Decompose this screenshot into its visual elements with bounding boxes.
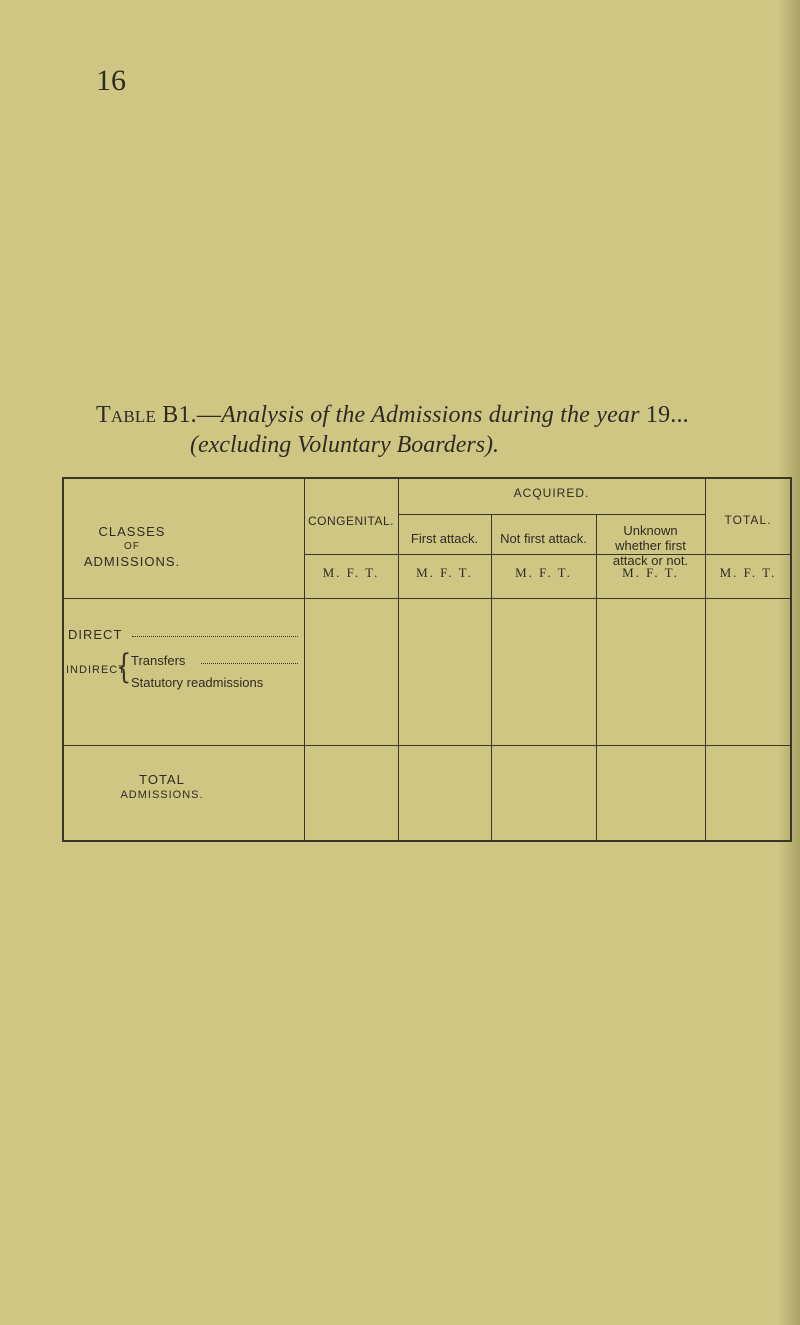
mft-not-first-attack: M. F. T.	[515, 565, 572, 580]
header-not-first-attack: Not first attack.	[500, 531, 587, 546]
header-first-attack: First attack.	[410, 531, 479, 546]
total-row-divider	[62, 745, 791, 746]
header-congenital: CONGENITAL.	[308, 514, 394, 528]
subheader-underline	[304, 554, 791, 555]
title-italic: Analysis of the Admissions during the year	[221, 402, 640, 428]
page-number: 16	[96, 64, 126, 97]
table-number: 1	[178, 402, 191, 428]
header-admissions: ADMISSIONS.	[83, 554, 181, 569]
row-direct-label: DIRECT	[68, 627, 123, 642]
row-transfers-label: Transfers	[131, 653, 186, 668]
row-total-label: TOTAL	[139, 772, 185, 787]
divider-first-attack	[491, 514, 492, 841]
row-total-admissions-label: ADMISSIONS.	[120, 789, 204, 801]
row-statutory-label: Statutory readmissions	[131, 675, 264, 690]
indirect-brace: {	[116, 647, 132, 687]
table-border-bottom	[62, 840, 792, 842]
row-indirect-label: INDIRECT	[66, 664, 126, 676]
header-total: TOTAL.	[724, 513, 772, 527]
header-classes: CLASSES	[98, 524, 166, 539]
table-border-top	[62, 477, 792, 479]
header-acquired: ACQUIRED.	[513, 486, 590, 500]
title-dash: .—	[190, 402, 222, 428]
table-border-right	[790, 477, 792, 841]
acquired-underline	[398, 514, 705, 515]
header-unknown: Unknown whether first attack or not.	[612, 523, 689, 568]
mft-unknown: M. F. T.	[622, 565, 679, 580]
mft-underline	[62, 598, 791, 599]
row-transfers-leader	[201, 663, 298, 664]
mft-congenital: M. F. T.	[322, 565, 380, 580]
table-subtitle: (excluding Voluntary Boarders).	[190, 432, 500, 458]
table-label: Table B	[96, 402, 179, 428]
title-year: 19...	[645, 402, 689, 428]
row-direct-leader	[132, 636, 298, 637]
mft-first-attack: M. F. T.	[416, 565, 473, 580]
divider-after-classes	[304, 477, 305, 841]
divider-before-total	[705, 477, 706, 841]
header-of: OF	[124, 541, 140, 552]
mft-total: M. F. T.	[719, 565, 777, 580]
